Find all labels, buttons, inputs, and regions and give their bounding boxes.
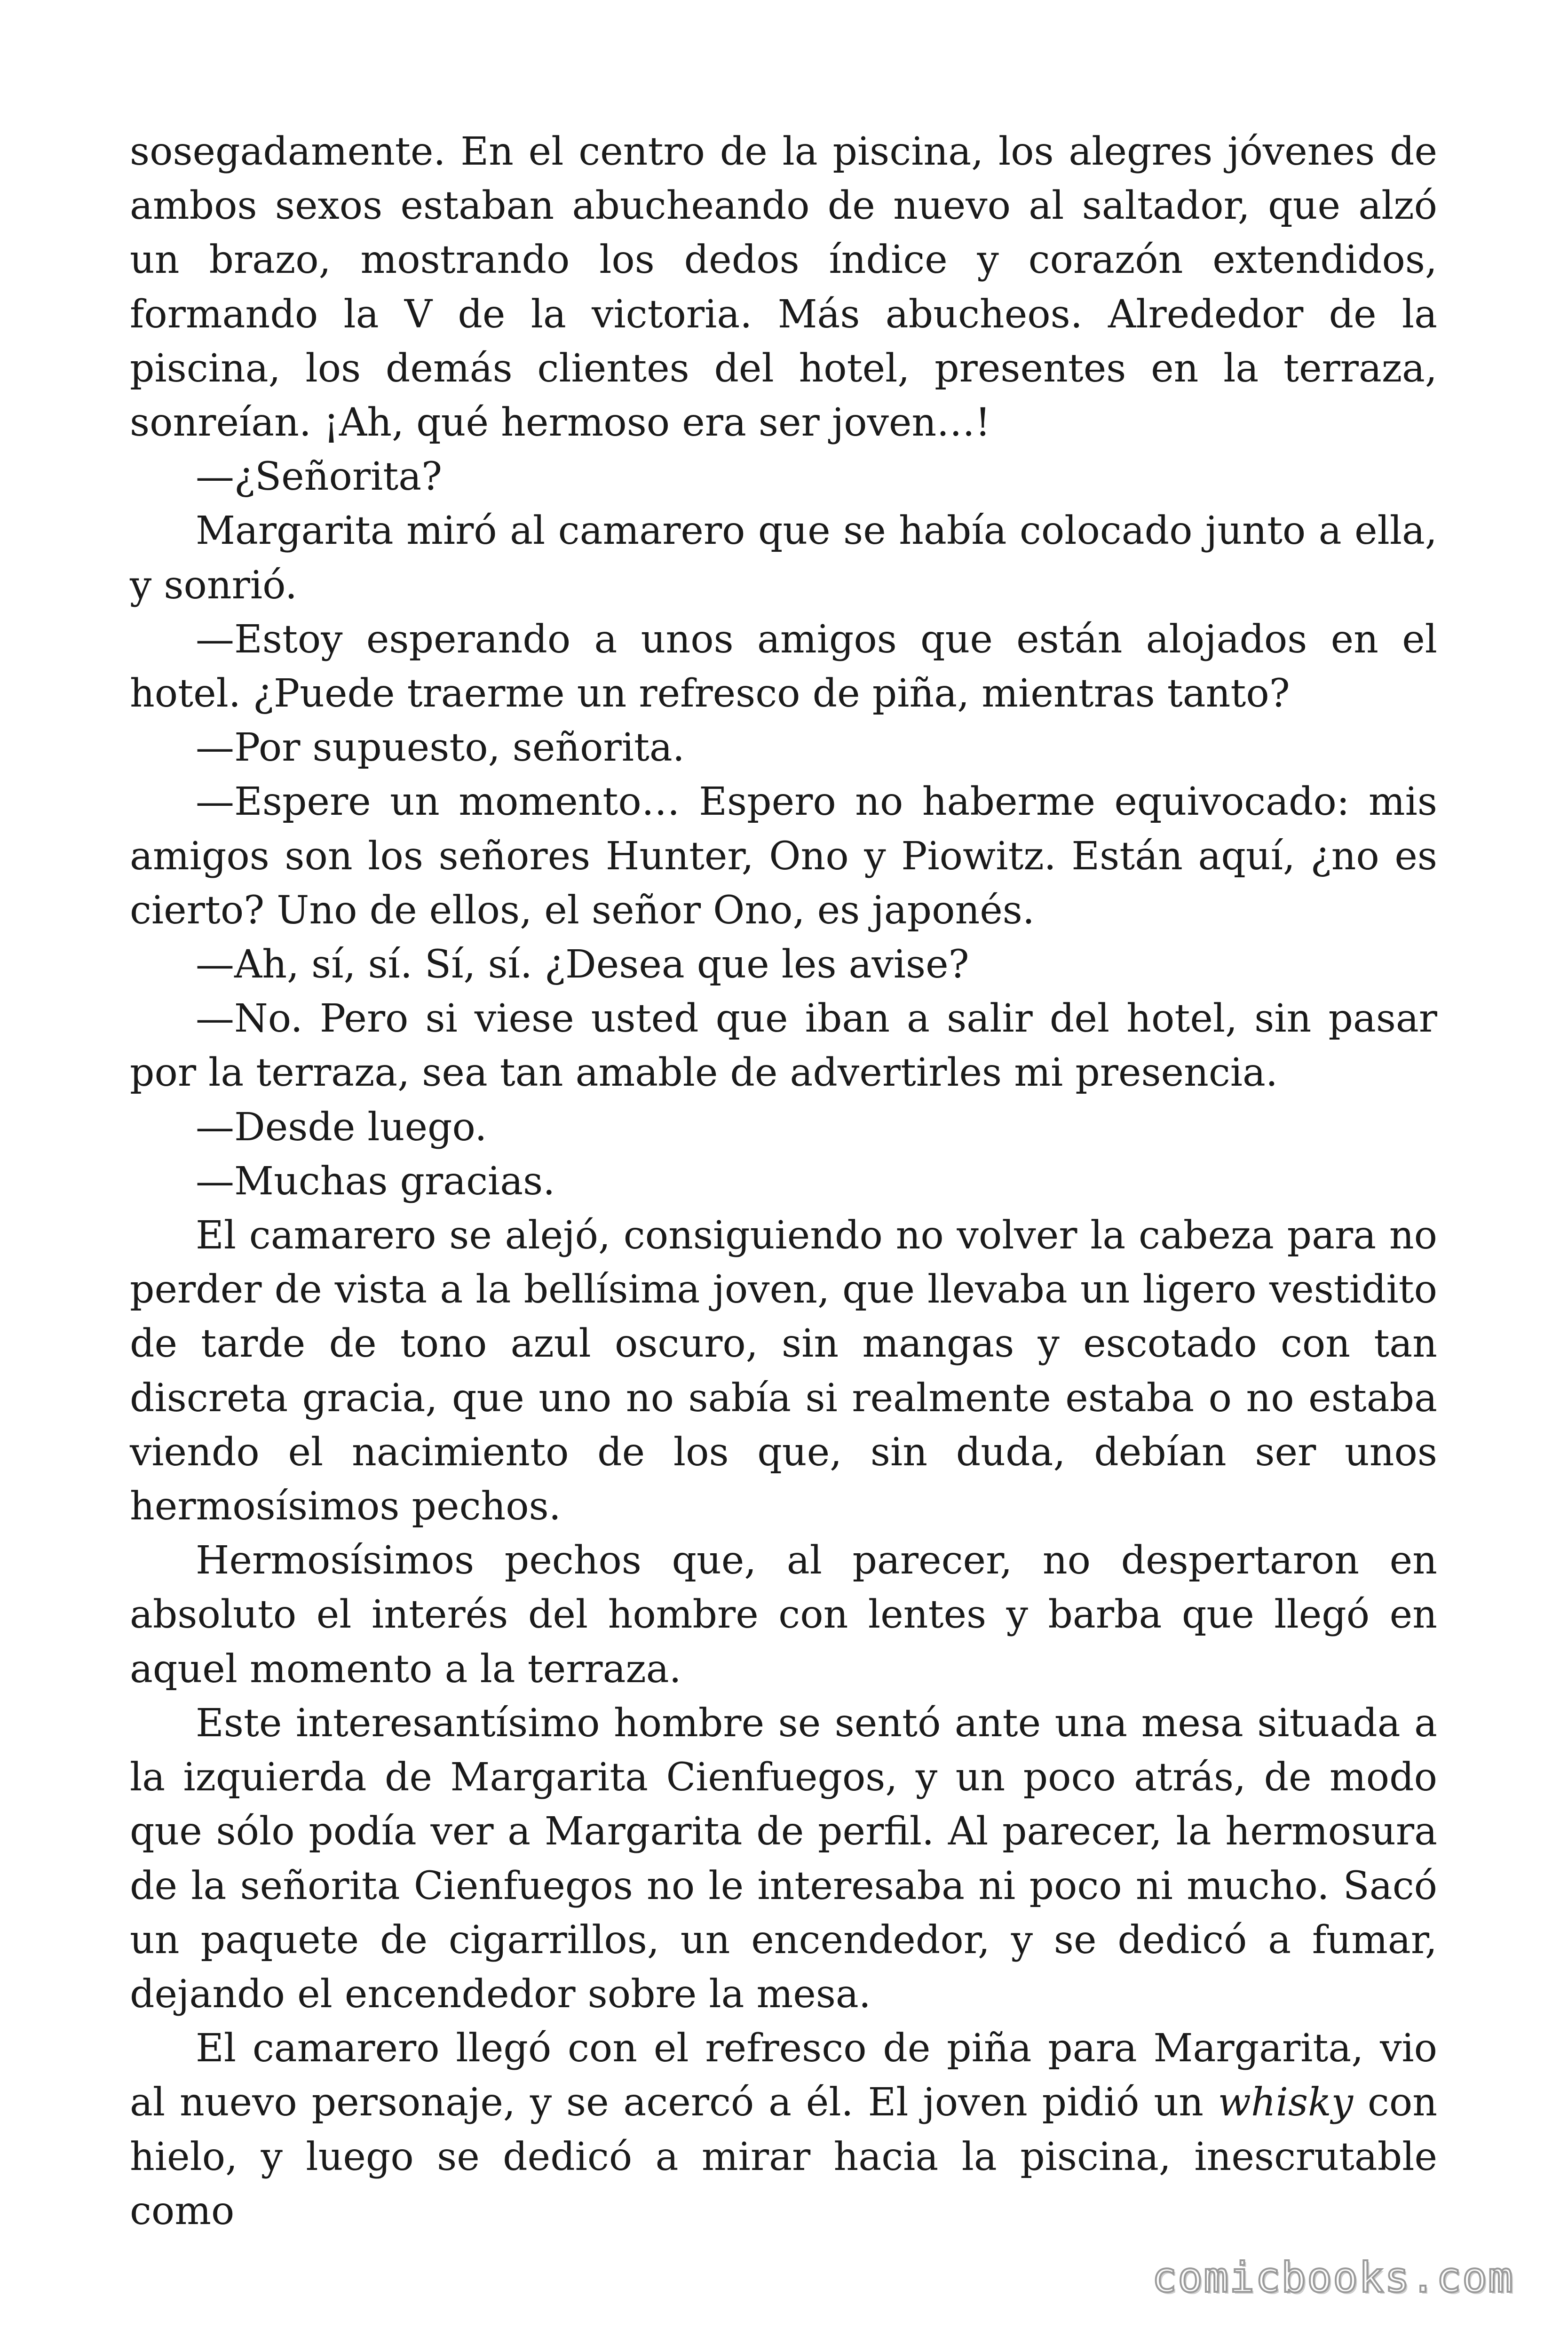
paragraph: El camarero se alejó, consiguiendo no volver la cabeza para no perder de vista a la bellísima joven, que llevaba un ligero vestidito de tarde de tono azul oscuro, sin mangas y escotado con tan discreta gracia, que uno no sabía si realmente estaba o no estaba viendo el nacimiento de los que, sin duda, debían ser unos hermosísimos pechos. <box>130 1213 1437 1529</box>
paragraph: —Por supuesto, señorita. <box>196 725 685 771</box>
paragraph: —Espere un momento… Espero no haberme equivocado: mis amigos son los señores Hunter, Ono y Piowitz. Están aquí, ¿no es cierto? Uno de ellos, el señor Ono, es japonés. <box>130 779 1437 933</box>
watermark-logo: comicbooks.com <box>1152 2253 1514 2302</box>
paragraph: —Estoy esperando a unos amigos que están alojados en el hotel. ¿Puede traerme un refresco de piña, mientras tanto? <box>130 617 1437 716</box>
body-text <box>130 125 1437 2238</box>
italic-word: whisky <box>1218 2080 1354 2125</box>
paragraph: sosegadamente. En el centro de la piscina, los alegres jóvenes de ambos sexos estaban abucheando de nuevo al saltador, que alzó un brazo, mostrando los dedos índice y corazón extendidos, formando la V de la victoria. Más abucheos. Alrededor de la piscina, los demás clientes del hotel, presentes en la terraza, sonreían. ¡Ah, qué hermoso era ser joven…! <box>130 129 1437 445</box>
paragraph: —Desde luego. <box>196 1104 487 1150</box>
paragraph: Hermosísimos pechos que, al parecer, no despertaron en absoluto el interés del hombre con lentes y barba que llegó en aquel momento a la terraza. <box>130 1538 1437 1692</box>
paragraph: —No. Pero si viese usted que iban a salir del hotel, sin pasar por la terraza, sea tan amable de advertirles mi presencia. <box>130 996 1437 1096</box>
text-run: con hielo, y luego se dedicó a mirar hacia la piscina, inescrutable como <box>130 2080 1438 2233</box>
paragraph-last <box>130 2021 1437 2238</box>
paragraph: Este interesantísimo hombre se sentó ante una mesa situada a la izquierda de Margarita Cienfuegos, y un poco atrás, de modo que sólo podía ver a Margarita de perfil. Al parecer, la hermosura de la señorita Cienfuegos no le interesaba ni poco ni mucho. Sacó un paquete de cigarrillos, un encendedor, y se dedicó a fumar, dejando el encendedor sobre la mesa. <box>130 1700 1437 2017</box>
paragraph: —Muchas gracias. <box>196 1159 555 1204</box>
text-run: El camarero llegó con el refresco de piña para Margarita, vio al nuevo personaje, y se acercó a él. El joven pidió un <box>130 2026 1437 2125</box>
paragraph: Margarita miró al camarero que se había colocado junto a ella, y sonrió. <box>130 509 1437 608</box>
paragraph: —Ah, sí, sí. Sí, sí. ¿Desea que les avise? <box>196 942 969 987</box>
paragraph: —¿Señorita? <box>196 454 443 500</box>
